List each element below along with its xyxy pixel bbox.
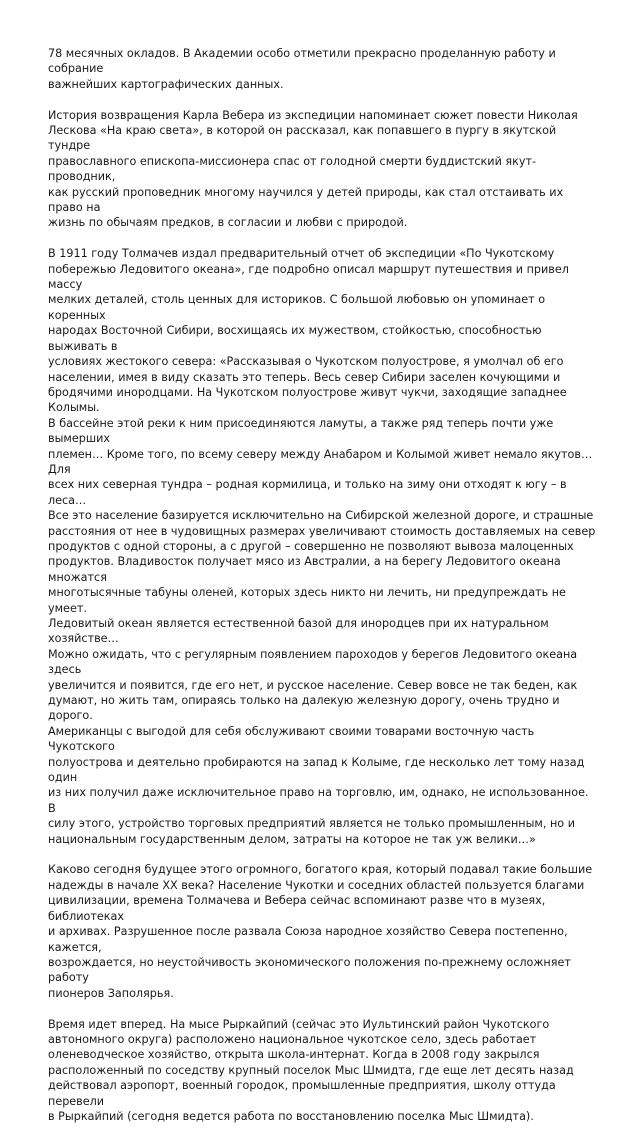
paragraph-weber-return: История возвращения Карла Вебера из экспедиции напоминает сюжет повести Николая Лескова «На краю света», в которой он рассказал, как попавшего в пургу в якутской тундре православного епископа-миссионера спас от голодной смерти буддистский якут-проводник, как русский проповедник многому научился у детей природы, как стал отстаивать их право на жизнь по обычаям предков, в согласии и любви с природой.	[48, 108, 578, 230]
paragraph-tolmachev-report: В 1911 году Толмачев издал предварительный отчет об экспедиции «По Чукотскому побережью Ледовитого океана», где подробно описал маршрут путешествия и привел массу мелких деталей, столь ценных для историков. С большой любовью он упоминает о коренных народах Восточной Сибири, восхищаясь их мужеством, стойкостью, способностью выживать в условиях жестокого севера: «Рассказывая о Чукотском полуострове, я умолчал об его населении, имея в виду сказать это теперь. Весь север Сибири заселен кочующими и бродячими инородцами. На Чукотском полуострове живут чукчи, заходящие западнее Колымы. В бассейне этой реки к ним присоединяются ламуты, а также ряд теперь почти уже вымерших племен… Кроме того, по всему северу между Анабаром и Колымой живет немало якутов… Для всех них северная тундра – родная кормилица, и только на зиму они отходят к югу – в леса… Все это население базируется исключительно на Сибирской железной дороге, и страшные расстояния от нее в чудовищных размерах увеличивают стоимость доставляемых на север продуктов с одной стороны, а с другой – совершенно не позволяют вывоза малоценных продуктов. Владивосток получает мясо из Австралии, а на берегу Ледовитого океана множатся многотысячные табуны оленей, которых здесь никто ни лечить, ни предупреждать не умеет. Ледовитый океан является естественной базой для инородцев при их натуральном хозяйстве… Можно ожидать, что с регулярным появлением пароходов у берегов Ледовитого океана здесь увеличится и появится, где его нет, и русское население. Север вовсе не так беден, как думают, но жить там, опираясь только на далекую железную дорогу, очень трудно и дорого. Американцы с выгодой для себя обслуживают своими товарами восточную часть Чукотского полуострова и деятельно пробираются на запад к Колыме, где несколько лет тому назад один из них получил даже исключительное право на торговлю, им, однако, не использованное. В силу этого, устройство торговых предприятий является не только промышленным, но и национальным государственным делом, затраты на которое не так уж велики…»	[48, 247, 596, 846]
document-body	[48, 46, 596, 1140]
paragraph-academy-salaries: 78 месячных окладов. В Академии особо отметили прекрасно проделанную работу и собрание важнейших картографических данных.	[48, 47, 556, 91]
paragraph-ryrkaypiy: Время идет вперед. На мысе Рыркайпий (сейчас это Иультинский район Чукотского автономного округа) расположено национальное чукотское село, здесь работает оленеводческое хозяйство, открыта школа-интернат. Когда в 2008 году закрылся расположенный по соседству крупный поселок Мыс Шмидта, где еще лет десять назад действовал аэропорт, военный городок, промышленные предприятия, школу оттуда перевели в Рыркайпий (сегодня ведется работа по восстановлению поселка Мыс Шмидта).	[48, 1017, 574, 1123]
paragraph-chukotka-today: Каково сегодня будущее этого огромного, богатого края, который подавал такие большие надежды в начале XX века? Население Чукотки и соседних областей пользуется благами цивилизации, времена Толмачева и Вебера сейчас вспоминают разве что в музеях, библиотеках и архивах. Разрушенное после развала Союза народное хозяйство Севера постепенно, кажется, возрождается, но неустойчивость экономического положения по-прежнему осложняет работу пионеров Заполярья.	[48, 863, 593, 1000]
